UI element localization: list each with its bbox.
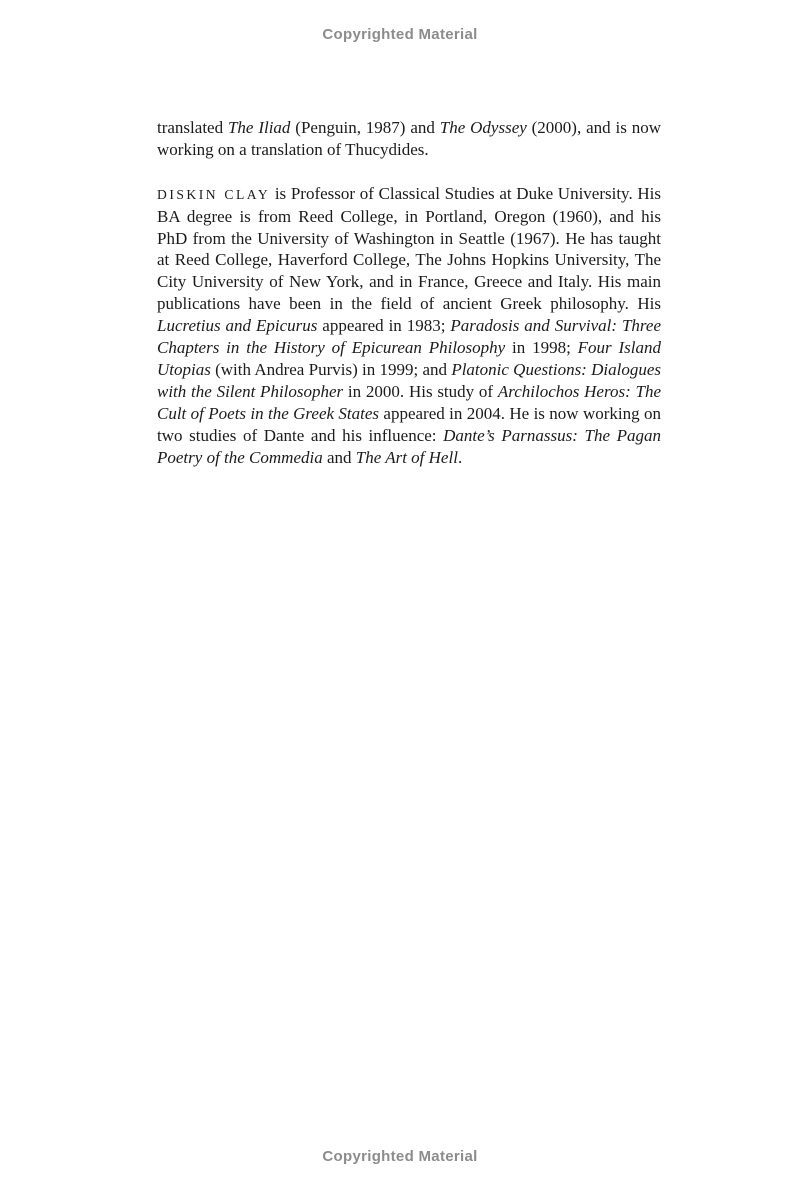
text-run: (with Andrea Purvis) in 1999; and [210, 359, 452, 379]
text-run: translated [157, 118, 228, 137]
text-run: in 2000. His study of [343, 381, 498, 401]
text-run: appeared in 1983; [317, 316, 451, 336]
italic-title-text: The Iliad [227, 118, 291, 137]
smallcaps-author-name: DISKIN CLAY [157, 186, 271, 202]
text-run: (2000), and is now working on a translation of Thucydides. [157, 118, 661, 159]
text-run: (Penguin, 1987) and [290, 118, 440, 137]
text-run: appeared in 2004. He is now working on two studies of Dante and his influence: [157, 403, 661, 445]
italic-title-text: Four Island Utopias [157, 338, 662, 379]
italic-title-text: The Odyssey [439, 118, 527, 137]
italic-title-text: Platonic Questions: Dialogues with the Silent Philosopher [157, 359, 661, 401]
text-run: in 1998; [505, 338, 578, 358]
italic-title-text: Dante’s Parnassus: The Pagan Poetry of the Commedia [157, 425, 661, 467]
paragraph-diskin-clay-bio [157, 183, 661, 469]
text-run: and [322, 447, 356, 467]
paragraph-translator-bio [157, 117, 661, 161]
copyright-watermark-bottom: Copyrighted Material [322, 1148, 478, 1165]
text-run: . [457, 447, 463, 467]
italic-title-text: The Art of Hell [355, 447, 458, 467]
italic-title-text: Paradosis and Survival: Three Chapters in the History of Epicurean Philosophy [157, 316, 661, 358]
copyright-watermark-top: Copyrighted Material [322, 26, 478, 43]
about-the-authors-text [157, 117, 661, 468]
text-run: is Professor of Classical Studies at Duke University. His BA degree is from Reed College, in Portland, Oregon (1960), and his PhD from the University of Washington in Seattle (1967). He has taught at Reed College, Haverford College, The Johns Hopkins University, The City University of New York, and in France, Greece and Italy. His main publications have been in the field of ancient Greek philosophy. His [157, 183, 661, 314]
italic-title-text: Archilochos Heros: The Cult of Poets in the Greek States [157, 381, 661, 423]
italic-title-text: Lucretius and Epicurus [157, 316, 318, 336]
